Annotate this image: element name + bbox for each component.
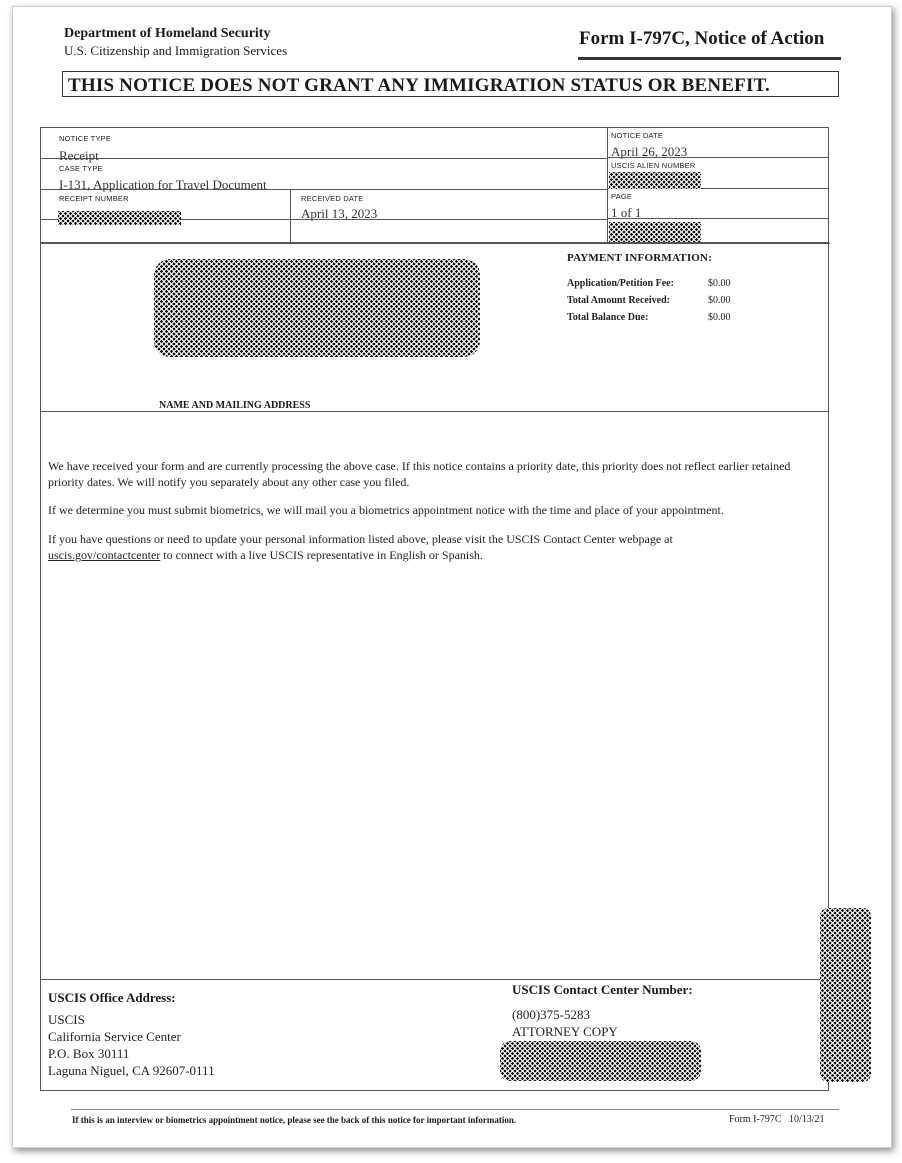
alien-number-redacted — [609, 172, 701, 189]
appointment-note: If this is an interview or biometrics appointment notice, please see the back of this notice for important information. — [72, 1115, 517, 1125]
office-address-line: California Service Center — [48, 1029, 181, 1044]
contact-center-phone: (800)375-5283 — [512, 1007, 590, 1022]
payment-amount: $0.00 — [708, 278, 731, 289]
payment-title: PAYMENT INFORMATION: — [567, 252, 713, 264]
dob-redacted — [609, 222, 701, 242]
page-label: PAGE — [611, 192, 633, 201]
page-value: 1 of 1 — [611, 205, 642, 220]
office-address-line: Laguna Niguel, CA 92607-0111 — [48, 1063, 215, 1078]
header-rule — [578, 57, 841, 60]
notice-paragraph: We have received your form and are currently processing the above case. If this notice contains a priority date, this priority does not reflect earlier retained priority dates. We will notify you separately about any other case you filed. — [48, 459, 791, 489]
office-address-title: USCIS Office Address: — [48, 990, 176, 1005]
attorney-info-redacted — [500, 1041, 701, 1081]
office-address-line: USCIS — [48, 1012, 85, 1027]
notice-paragraph — [48, 531, 823, 563]
notice-type-value: Receipt — [59, 148, 99, 163]
notice-date-label: NOTICE DATE — [611, 131, 664, 140]
mailing-address-redacted — [154, 259, 480, 357]
contact-info-text: If you have questions or need to update your personal information listed above, please visit the USCIS Contact Center webpage at — [48, 532, 673, 546]
case-type-value: I-131, Application for Travel Document — [59, 177, 267, 192]
form-title: Form I-797C, Notice of Action — [579, 28, 825, 49]
status-banner — [62, 71, 839, 97]
status-banner-text: THIS NOTICE DOES NOT GRANT ANY IMMIGRATION STATUS OR BENEFIT. — [68, 75, 770, 96]
mailing-address-label: NAME AND MAILING ADDRESS — [159, 400, 311, 411]
attorney-copy-label: ATTORNEY COPY — [512, 1024, 618, 1039]
receipt-number-redacted — [58, 211, 181, 225]
notice-paragraph: If we determine you must submit biometrics, we will mail you a biometrics appointment notice with the time and place of your appointment. — [48, 503, 724, 517]
notice-page — [12, 6, 892, 1148]
payment-label: Total Balance Due: — [567, 312, 649, 323]
case-type-label: CASE TYPE — [59, 164, 103, 173]
payment-amount: $0.00 — [708, 295, 731, 306]
contact-center-title: USCIS Contact Center Number: — [512, 982, 693, 997]
received-date-label: RECEIVED DATE — [301, 194, 364, 203]
payment-label: Total Amount Received: — [567, 295, 670, 306]
notice-date-value: April 26, 2023 — [611, 144, 688, 159]
receipt-number-label: RECEIPT NUMBER — [59, 194, 129, 203]
contact-info-text: to connect with a live USCIS representative in English or Spanish. — [160, 548, 483, 562]
payment-label: Application/Petition Fee: — [567, 278, 674, 289]
alien-number-label: USCIS ALIEN NUMBER — [611, 161, 696, 170]
agency-name: U.S. Citizenship and Immigration Services — [64, 43, 288, 58]
contact-center-link[interactable]: uscis.gov/contactcenter — [48, 548, 161, 562]
department-name: Department of Homeland Security — [64, 26, 271, 41]
form-edition: Form I-797C 10/13/21 — [729, 1114, 825, 1125]
payment-amount: $0.00 — [708, 312, 731, 323]
notice-type-label: NOTICE TYPE — [59, 134, 112, 143]
office-address-line: P.O. Box 30111 — [48, 1046, 130, 1061]
received-date-value: April 13, 2023 — [301, 206, 378, 221]
side-barcode-redacted — [820, 908, 871, 1082]
